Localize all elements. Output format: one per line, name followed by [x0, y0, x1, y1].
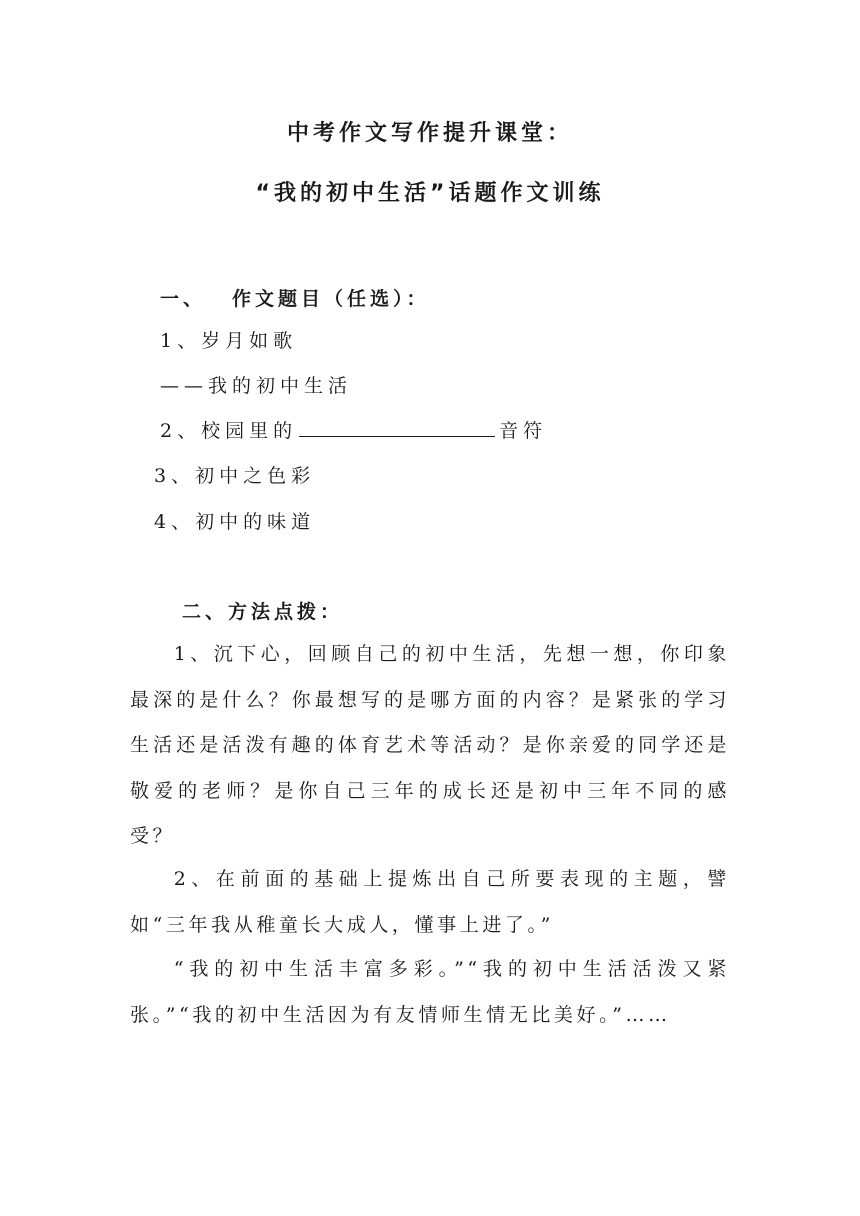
- fill-in-blank: [299, 418, 495, 437]
- topic-item-1: 1、岁月如歌: [160, 330, 298, 352]
- topic-item-2: [160, 416, 547, 443]
- topic-item-3: 3、初中之色彩: [154, 465, 316, 487]
- document-title: 中考作文写作提升课堂：: [286, 121, 573, 146]
- topic-item-2-prefix: 2、校园里的: [160, 420, 298, 442]
- section2-heading: 二、方法点拨：: [182, 601, 344, 623]
- topic-item-1-subtitle: ——我的初中生活: [160, 375, 353, 397]
- section1-heading: 作文题目（任选）：: [232, 288, 430, 310]
- document-subtitle: “我的初中生活”话题作文训练: [255, 181, 605, 206]
- method-paragraph-1: 1、沉下心，回顾自己的初中生活，先想一想，你印象最深的是什么？你最想写的是哪方面的内容？是紧张的学习生活还是活泼有趣的体育艺术等活动？是你亲爱的同学还是敬爱的老师？是你自己三年的成长还是初中三年不同的感受？: [130, 643, 730, 847]
- topic-item-2-suffix: 音符: [499, 420, 548, 442]
- method-paragraph-3: “我的初中生活丰富多彩。”“我的初中生活活泼又紧张。”“我的初中生活因为有友情师生情无比美好。”……: [130, 958, 730, 1026]
- topic-item-4: 4、初中的味道: [154, 511, 316, 533]
- method-paragraph-2: 2、在前面的基础上提炼出自己所要表现的主题，譬如“三年我从稚童长大成人，懂事上进了。”: [130, 868, 730, 936]
- section1-number: 一、: [160, 288, 207, 310]
